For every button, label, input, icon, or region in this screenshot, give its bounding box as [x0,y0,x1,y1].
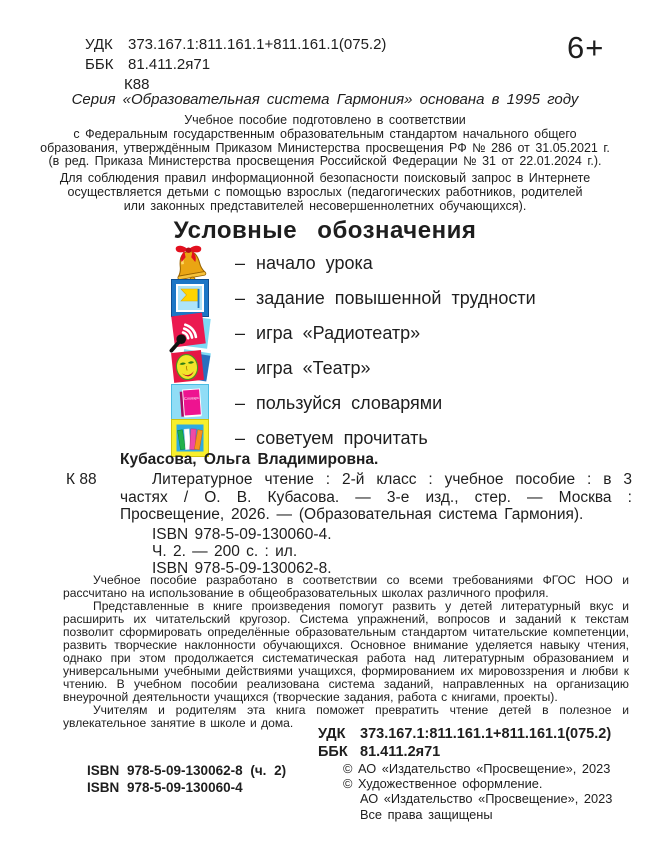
bbk-classification [85,56,210,73]
age-rating-badge: 6+ [567,30,605,65]
safety-note-line: Для соблюдения правил информационной безопасности поисковый запрос в Интернете [59,171,591,185]
bbk-value: 81.411.2я71 [360,744,441,760]
standard-note-line: Учебное пособие подготовлено в соответствии [184,113,466,127]
legend-label: – задание повышенной трудности [235,287,536,308]
copyright-line: © Художественное оформление. [343,776,543,792]
footer-udk [318,726,611,742]
udk-classification [85,36,386,53]
bbk-label: ББК [85,56,114,73]
isbn-bottom-line: ISBN 978-5-09-130060-4 [87,780,243,795]
safety-note-line: или законных представителей несовершеннолетних обучающихся). [123,198,527,213]
copyright-line: Все права защищены [360,806,493,822]
annotation-paragraph: Представленные в книге произведения помогут развить у детей литературный вкус и расширить их читательский кругозор. Система упражнений, вопросов и заданий к текстам позволит сформировать определённые образовательным стандартом читательские компетенции, развить творческие наклонности обучающихся. Основное внимание уделяется навыку чтения, однако при этом продолжается систематическая работа над литературным образованием и универсальными учебными действиями учащихся, формированием их мировоззрения и любви к чтению. В учебном пособии реализована система заданий, направленных на организацию внеурочной деятельности учащихся (творческие задания, работа с книгами, проекты). [63,599,629,704]
legend-label: – игра «Радиотеатр» [235,322,421,343]
udk-value: 373.167.1:811.161.1+811.161.1(075.2) [360,726,612,742]
dash: – [235,322,246,343]
catalog-description: Литературное чтение : 2-й класс : учебное пособие : в 3 частях / О. В. Кубасова. — 3-е изд., стер. — Москва : Просвещение, 2026. — (Образовательная система Гармония). [120,471,632,524]
standard-note-line: образования, утверждённым Приказом Министерства просвещения РФ № 286 от 31.05.2021 г. [40,140,610,155]
dash: – [235,357,246,378]
legend-label: – пользуйся словарями [235,392,443,413]
legend-item-advanced-task [168,279,536,317]
udk-label: УДК [318,726,346,742]
isbn-bottom-line: ISBN 978-5-09-130062-8 (ч. 2) [87,763,287,778]
author-sign-code: К88 [124,76,150,93]
dash: – [235,252,246,273]
dash: – [235,427,246,448]
copyright-line: © АО «Издательство «Просвещение», 2023 [343,761,611,776]
legend-title: Условные обозначения [173,217,477,244]
legend-label: – советуем прочитать [235,427,428,448]
svg-text:Словарь: Словарь [183,395,200,401]
annotation-paragraph: Учебное пособие разработано в соответствии со всеми требованиями ФГОС НОО и рассчитано на использование в общеобразовательных школах различного профиля. [63,573,629,600]
catalog-code: К 88 [66,471,97,488]
udk-label: УДК [85,36,113,53]
copyright-block [343,761,612,822]
dash: – [235,287,246,308]
part-info: Ч. 2. — 200 с. : ил. [152,543,298,560]
safety-note-line: осуществляется детьми с помощью взрослых (педагогических работников, родителей [67,184,583,199]
legend-label: – игра «Театр» [235,357,371,378]
isbn-part: ISBN 978-5-09-130062-8. [152,560,332,577]
dash: – [235,392,246,413]
standard-note-line: (в ред. Приказа Министерства просвещения Российской Федерации № 31 от 22.01.2024 г.). [48,154,602,169]
catalog-author: Кубасова, Ольга Владимировна. [120,451,379,468]
annotation-paragraph: Учителям и родителям эта книга поможет превратить чтение детей в полезное и увлекательное занятие в школе и дома. [63,703,629,730]
bbk-value: 81.411.2я71 [128,56,211,73]
series-note: Серия «Образовательная система Гармония» основана в 1995 году [71,91,579,108]
standard-note-line: с Федеральным государственным образовательным стандартом начального общего [73,126,577,141]
legend-label: – начало урока [235,252,373,273]
fgos-standard-note [0,114,650,169]
copyright-line: АО «Издательство «Просвещение», 2023 [360,791,613,807]
isbn-edition: ISBN 978-5-09-130060-4. [152,526,332,543]
udk-value: 373.167.1:811.161.1+811.161.1(075.2) [128,36,387,53]
annotation-block [63,574,629,730]
internet-safety-note [0,172,650,213]
bbk-label: ББК [318,744,348,760]
footer-bbk [318,744,440,760]
